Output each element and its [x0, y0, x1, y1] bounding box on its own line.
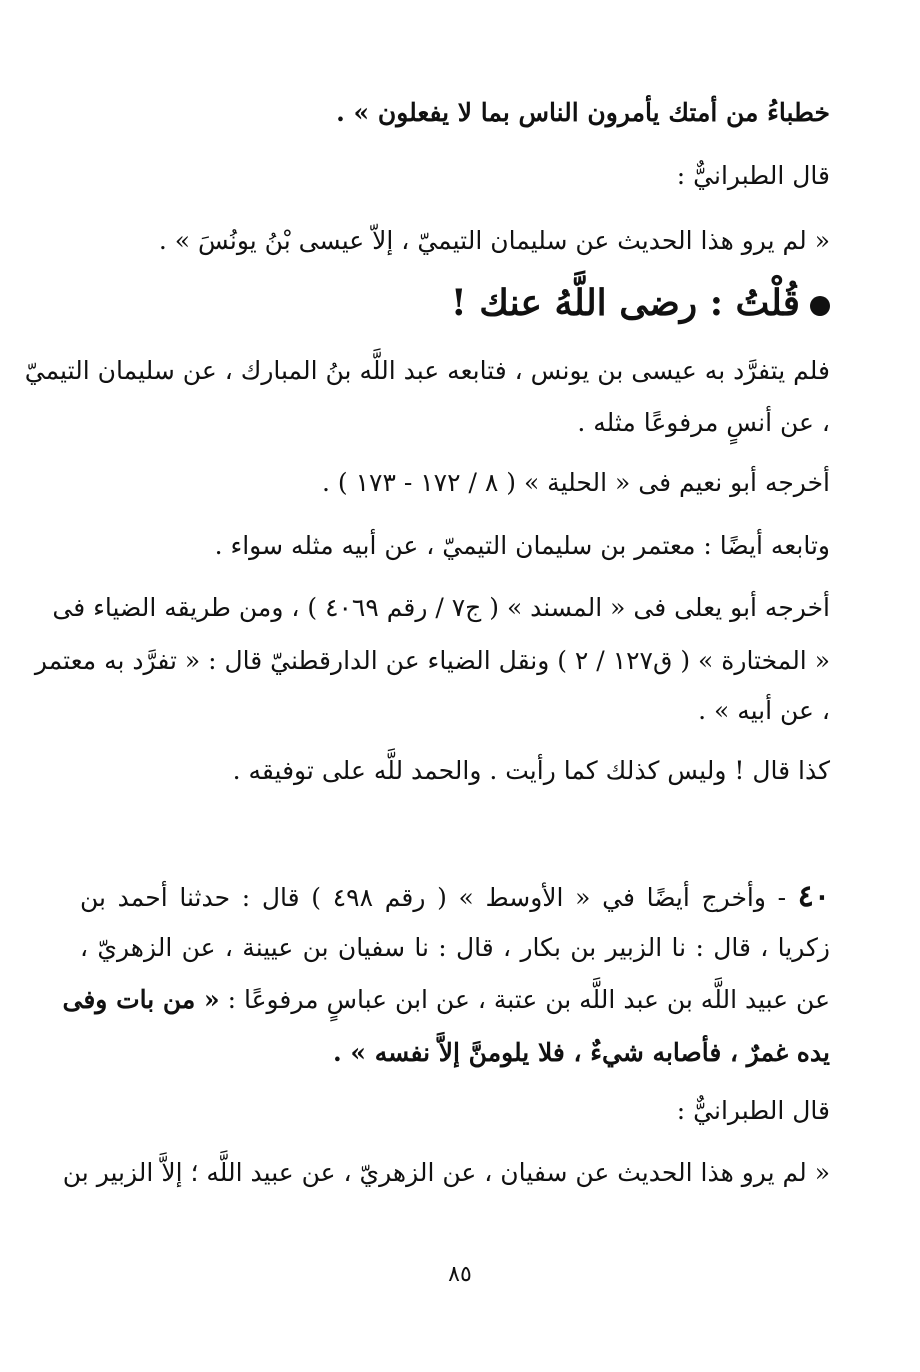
page-number: ٨٥ [448, 1262, 472, 1287]
hadith-text-bold: « من بات وفى [62, 985, 220, 1014]
hadith-number: ٤٠ [797, 879, 831, 914]
hadith-text-bold: يده غمرٌ ، فأصابه شيءٌ ، فلا يلومنَّ إلاَّ نفسه » . [333, 1038, 830, 1067]
text-line: « لم يرو هذا الحديث عن سفيان ، عن الزهريّ ، عن عبيد اللَّه ؛ إلاَّ الزبير بن [62, 1158, 830, 1187]
heading-text: قُلْتُ : رضى اللَّهُ عنك ! [450, 282, 800, 324]
section-heading [80, 282, 830, 324]
text-line: قال الطبرانيٌّ : [676, 161, 830, 190]
text-line: زكريا ، قال : نا الزبير بن بكار ، قال : نا سفيان بن عيينة ، عن الزهريّ ، [80, 933, 830, 962]
text-line: « المختارة » ( ق١٢٧ / ٢ ) ونقل الضياء عن الدارقطنيّ قال : « تفرَّد به معتمر [34, 646, 830, 675]
text-line: قال الطبرانيٌّ : [676, 1096, 830, 1125]
text-line: أخرجه أبو نعيم فى « الحلية » ( ٨ / ١٧٢ - ١٧٣ ) . [322, 468, 830, 497]
page-body [24, 0, 831, 1372]
hadith-number-line [80, 879, 831, 914]
hadith-intro: - وأخرج أيضًا في « الأوسط » ( رقم ٤٩٨ ) قال : حدثنا أحمد بن [80, 883, 787, 912]
text-line: أخرجه أبو يعلى فى « المسند » ( ج٧ / رقم ٤٠٦٩ ) ، ومن طريقه الضياء فى [52, 593, 830, 622]
bullet-icon [810, 296, 830, 316]
text-line: فلم يتفرَّد به عيسى بن يونس ، فتابعه عبد اللَّه بنُ المبارك ، عن سليمان التيميّ [24, 356, 830, 385]
text-plain: عن عبيد اللَّه بن عبد اللَّه بن عتبة ، عن ابن عباسٍ مرفوعًا : [219, 985, 830, 1014]
text-line: ، عن أنسٍ مرفوعًا مثله . [577, 408, 830, 437]
text-line: وتابعه أيضًا : معتمر بن سليمان التيميّ ، عن أبيه مثله سواء . [214, 531, 830, 560]
text-line: خطباءُ من أمتك يأمرون الناس بما لا يفعلون » . [336, 98, 830, 127]
text-line: ، عن أبيه » . [698, 696, 830, 725]
text-line [62, 985, 830, 1014]
text-line: كذا قال ! وليس كذلك كما رأيت . والحمد للَّه على توفيقه . [232, 756, 830, 785]
text-line: « لم يرو هذا الحديث عن سليمان التيميّ ، إلاّ عيسى بْنُ يونُسَ » . [158, 226, 830, 255]
